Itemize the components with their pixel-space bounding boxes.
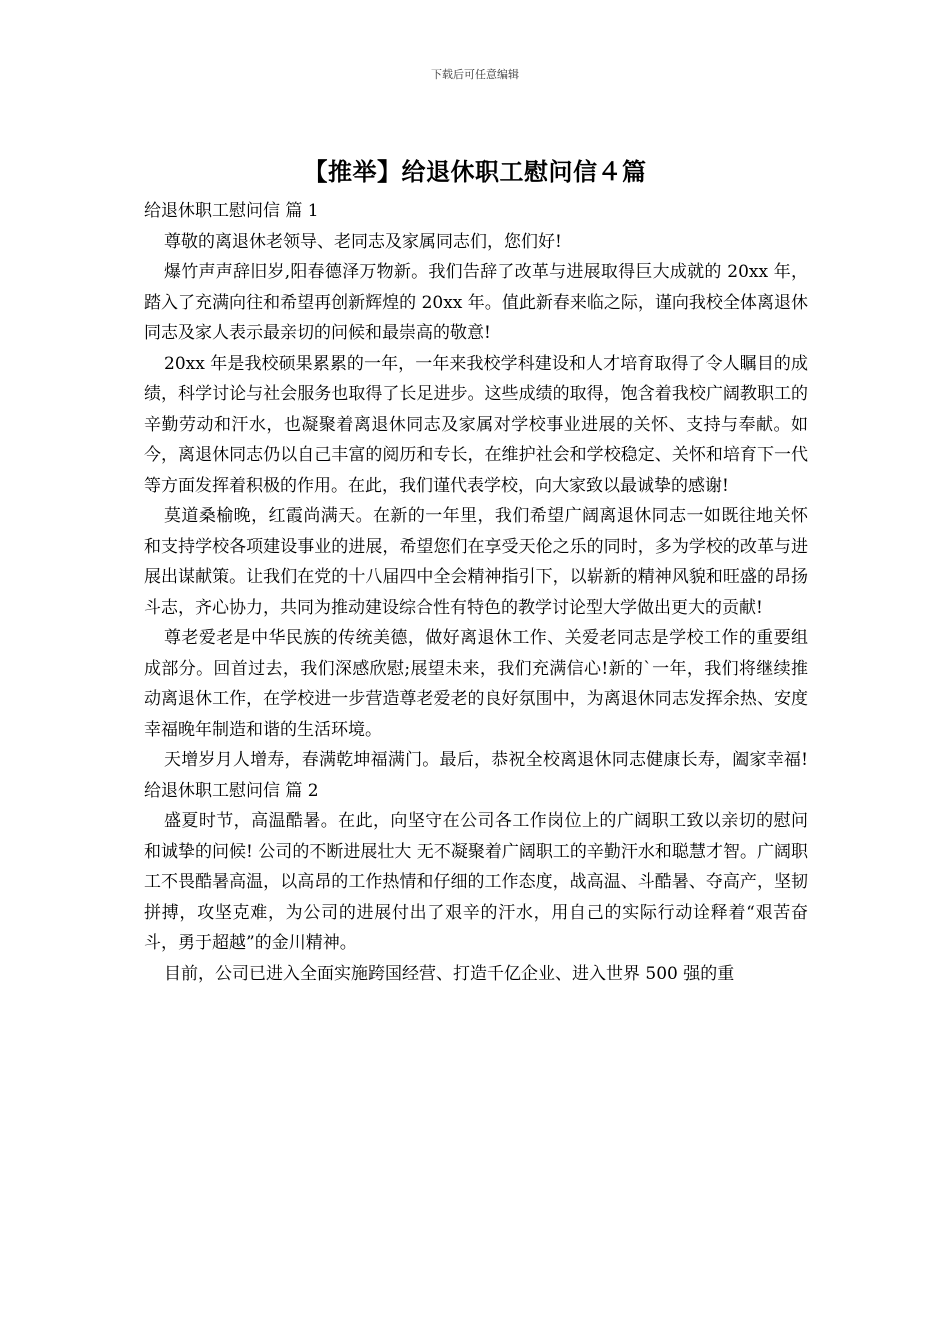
document-body (144, 196, 808, 989)
section-heading-1: 给退休职工慰问信 篇 1 (144, 201, 319, 221)
paragraph: 20xx 年是我校硕果累累的一年，一年来我校学科建设和人才培育取得了令人瞩目的成绩，科学讨论与社会服务也取得了长足进步。这些成绩的取得，饱含着我校广阔教职工的辛勤劳动和汗水，也凝聚着离退休同志及家属对学校事业进展的关怀、支持与奉献。如今，离退休同志仍以自己丰富的阅历和专长，在维护社会和学校稳定、关怀和培育下一代等方面发挥着积极的作用。在此，我们谨代表学校，向大家致以最诚挚的感谢! (144, 353, 808, 496)
paragraph: 盛夏时节，高温酷暑。在此，向坚守在公司各工作岗位上的广阔职工致以亲切的慰问和诚挚的问候! 公司的不断进展壮大 无不凝聚着广阔职工的辛勤汗水和聪慧才智。广阔职工不畏酷暑高温，以高昂的工作热情和仔细的工作态度，战高温、斗酷暑、夺高产，坚韧拼搏，攻坚克难，为公司的进展付出了艰辛的汗水，用自己的实际行动诠释着“艰苦奋斗，勇于超越”的金川精神。 (144, 811, 808, 953)
header-note: 下载后可任意编辑 (431, 68, 519, 81)
document-title: 【推举】给退休职工慰问信４篇 (303, 158, 647, 186)
paragraph: 尊老爱老是中华民族的传统美德，做好离退休工作、关爱老同志是学校工作的重要组成部分。回首过去，我们深感欣慰;展望未来，我们充满信心!新的`一年，我们将继续推动离退休工作，在学校进一步营造尊老爱老的良好氛围中，为离退休同志发挥余热、安度幸福晚年制造和谐的生活环境。 (144, 628, 808, 740)
paragraph: 莫道桑榆晚，红霞尚满天。在新的一年里，我们希望广阔离退休同志一如既往地关怀和支持学校各项建设事业的进展，希望您们在享受天伦之乐的同时，多为学校的改革与进展出谋献策。让我们在党的十八届四中全会精神指引下，以崭新的精神风貌和旺盛的昂扬斗志，齐心协力，共同为推动建设综合性有特色的教学讨论型大学做出更大的贡献! (144, 506, 808, 618)
paragraph: 天增岁月人增寿，春满乾坤福满门。最后，恭祝全校离退休同志健康长寿，阖家幸福!给退休职工慰问信 篇 2 (144, 750, 808, 801)
paragraph: 爆竹声声辞旧岁,阳春德泽万物新。我们告辞了改革与进展取得巨大成就的 20xx 年，踏入了充满向往和希望再创新辉煌的 20xx 年。值此新春来临之际，谨向我校全体离退休同志及家人表示最亲切的问候和最崇高的敬意! (144, 262, 808, 343)
paragraph-greeting: 尊敬的离退休老领导、老同志及家属同志们，您们好! (164, 231, 562, 252)
paragraph: 目前，公司已进入全面实施跨国经营、打造千亿企业、进入世界 500 强的重 (164, 963, 735, 984)
